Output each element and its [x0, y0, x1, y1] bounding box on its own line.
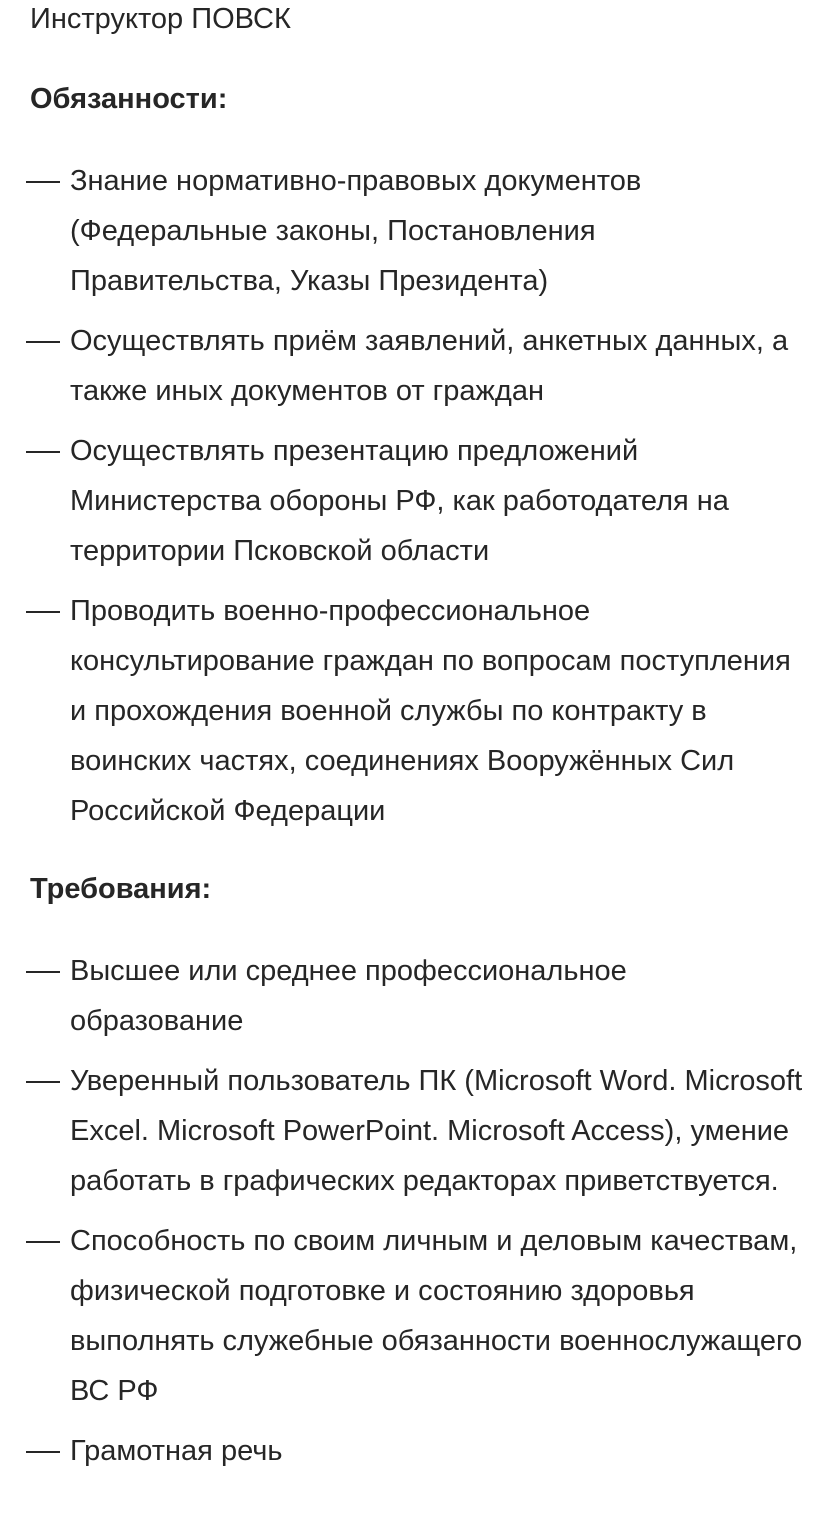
requirement-item-text: Высшее или среднее профессиональное образование [70, 955, 627, 1037]
duty-item [0, 156, 827, 306]
requirements-heading: Требования: [30, 873, 212, 905]
duty-item [0, 316, 827, 416]
duty-item [0, 426, 827, 576]
duty-item-text: Осуществлять презентацию предложений Министерства обороны РФ, как работодателя на территории Псковской области [70, 435, 729, 567]
duty-item [0, 586, 827, 836]
duty-item-text: Знание нормативно-правовых документов (Федеральные законы, Постановления Правительства, Указы Президента) [70, 165, 642, 297]
job-title: Инструктор ПОВСК [30, 3, 291, 35]
duties-list [0, 156, 827, 846]
requirement-item-text: Уверенный пользователь ПК (Microsoft Word. Microsoft Excel. Microsoft PowerPoint. Microsoft Access), умение работать в графических редакторах приветствуется. [70, 1065, 803, 1197]
requirement-item [0, 1426, 827, 1476]
duty-item-text: Осуществлять приём заявлений, анкетных данных, а также иных документов от граждан [70, 325, 789, 407]
requirement-item-text: Грамотная речь [70, 1435, 283, 1467]
requirement-item-text: Способность по своим личным и деловым качествам, физической подготовке и состоянию здоровья выполнять служебные обязанности военнослужащего ВС РФ [70, 1225, 803, 1407]
duties-heading: Обязанности: [30, 83, 228, 115]
requirement-item [0, 1056, 827, 1206]
requirement-item [0, 946, 827, 1046]
duty-item-text: Проводить военно-профессиональное консультирование граждан по вопросам поступления и прохождения военной службы по контракту в воинских частях, соединениях Вооружённых Сил Российской Федерации [70, 595, 791, 827]
requirements-list [0, 946, 827, 1486]
requirement-item [0, 1216, 827, 1416]
